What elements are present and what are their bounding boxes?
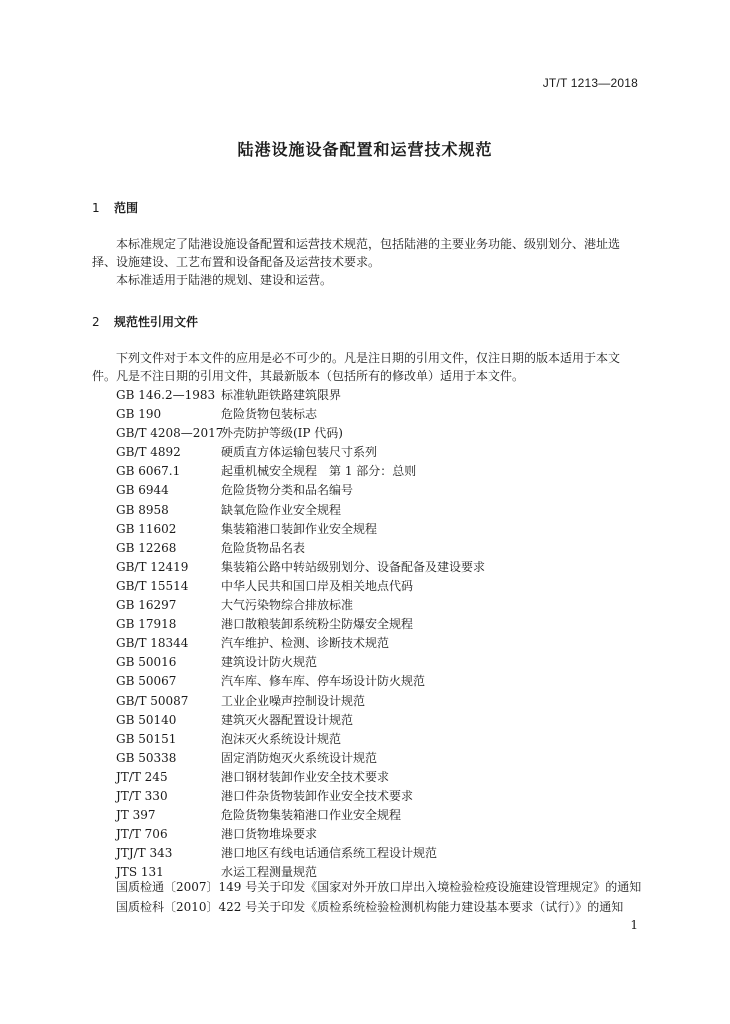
reference-row: [116, 462, 636, 481]
reference-name: 危险货物集装箱港口作业安全规程: [221, 808, 402, 823]
reference-code: GB 17918: [116, 617, 177, 632]
reference-code: JTS 131: [116, 865, 164, 880]
reference-row: [116, 806, 636, 825]
reference-code: GB 8958: [116, 502, 169, 517]
reference-code: GB 6944: [116, 483, 169, 498]
reference-name: 港口散粮装卸系统粉尘防爆安全规程: [221, 617, 414, 632]
reference-row: [116, 501, 636, 520]
reference-row: [116, 424, 636, 443]
section-1-heading: [92, 199, 138, 216]
reference-code: JT/T 706: [116, 827, 168, 842]
reference-row: [116, 730, 636, 749]
reference-row: [116, 768, 636, 787]
reference-row: [116, 825, 636, 844]
section-1-number: 1: [92, 201, 100, 215]
reference-code: GB/T 50087: [116, 693, 189, 708]
reference-name: 危险货物品名表: [221, 540, 306, 555]
reference-name: 港口地区有线电话通信系统工程设计规范: [221, 846, 438, 861]
reference-code: GB 50016: [116, 655, 177, 670]
reference-row: [116, 481, 636, 500]
reference-code: GB 50151: [116, 731, 177, 746]
reference-name: 港口件杂货物装卸作业安全技术要求: [221, 788, 414, 803]
reference-name: 港口货物堆垛要求: [221, 827, 318, 842]
reference-row: [116, 520, 636, 539]
reference-code: GB 50067: [116, 674, 177, 689]
reference-code: JT 397: [116, 808, 156, 823]
reference-row: [116, 405, 636, 424]
document-title: 陆港设施设备配置和运营技术规范: [237, 140, 493, 159]
reference-row: [116, 539, 636, 558]
reference-code: GB/T 18344: [116, 636, 189, 651]
reference-name: 硬质直方体运输包装尺寸系列: [221, 445, 378, 460]
section-1-paragraph-1: 本标准规定了陆港设施设备配置和运营技术规范，包括陆港的主要业务功能、级别划分、港址选择、设施建设、工艺布置和设备配备及运营技术要求。: [92, 237, 621, 269]
reference-notice-2: 国质检科〔2010〕422 号关于印发《质检系统检验检测机构能力建设基本要求（试行）》的通知: [116, 900, 624, 914]
reference-row: [116, 386, 636, 405]
section-2-title: 规范性引用文件: [114, 315, 199, 329]
reference-row: [116, 787, 636, 806]
reference-name: 危险货物包装标志: [221, 407, 318, 422]
section-2-heading: [92, 313, 198, 330]
reference-row: [116, 711, 636, 730]
reference-name: 起重机械安全规程 第 1 部分：总则: [221, 464, 417, 479]
reference-name: 建筑灭火器配置设计规范: [221, 712, 354, 727]
reference-code: JT/T 245: [116, 769, 168, 784]
normative-reference-list: [116, 386, 636, 882]
reference-code: GB 146.2—1983: [116, 388, 216, 402]
reference-name: 港口钢材装卸作业安全技术要求: [221, 769, 390, 784]
reference-row: [116, 653, 636, 672]
reference-name: 缺氧危险作业安全规程: [221, 502, 342, 517]
reference-row: [116, 443, 636, 462]
reference-name: 水运工程测量规范: [221, 865, 318, 880]
reference-notice-1: 国质检通〔2007〕149 号关于印发《国家对外开放口岸出入境检验检疫设施建设管理规定》的通知: [116, 880, 642, 894]
reference-row: [116, 596, 636, 615]
reference-name: 集装箱港口装卸作业安全规程: [221, 521, 378, 536]
reference-name: 固定消防炮灭火系统设计规范: [221, 750, 378, 765]
section-2-number: 2: [92, 315, 100, 329]
reference-code: GB 50338: [116, 750, 177, 765]
page-number: 1: [630, 918, 638, 932]
reference-code: GB/T 4208—2017: [116, 426, 224, 441]
reference-name: 标准轨距铁路建筑限界: [221, 388, 342, 402]
reference-row: [116, 634, 636, 653]
reference-row: [116, 672, 636, 691]
reference-name: 危险货物分类和品名编号: [221, 483, 354, 498]
reference-name: 汽车库、修车库、停车场设计防火规范: [221, 674, 426, 689]
reference-name: 建筑设计防火规范: [221, 655, 318, 670]
reference-name: 外壳防护等级(IP 代码): [221, 426, 343, 441]
reference-code: GB/T 12419: [116, 559, 189, 574]
reference-row: [116, 615, 636, 634]
standard-code: JT/T 1213—2018: [542, 76, 638, 90]
reference-code: GB 16297: [116, 598, 177, 613]
reference-row: [116, 577, 636, 596]
reference-row: [116, 749, 636, 768]
reference-code: GB 11602: [116, 521, 177, 536]
reference-name: 大气污染物综合排放标准: [221, 598, 354, 613]
reference-name: 汽车维护、检测、诊断技术规范: [221, 636, 390, 651]
reference-code: GB 6067.1: [116, 464, 181, 479]
reference-name: 泡沫灭火系统设计规范: [221, 731, 342, 746]
reference-row: [116, 844, 636, 863]
reference-code: JT/T 330: [116, 788, 168, 803]
section-1-paragraph-2: 本标准适用于陆港的规划、建设和运营。: [116, 273, 333, 287]
reference-name: 中华人民共和国口岸及相关地点代码: [221, 578, 414, 593]
reference-row: [116, 692, 636, 711]
reference-code: GB 190: [116, 407, 162, 422]
section-2-intro: 下列文件对于本文件的应用是必不可少的。凡是注日期的引用文件，仅注日期的版本适用于本文件。凡是不注日期的引用文件，其最新版本（包括所有的修改单）适用于本文件。: [92, 351, 621, 383]
reference-name: 工业企业噪声控制设计规范: [221, 693, 366, 708]
reference-code: GB 12268: [116, 540, 177, 555]
reference-code: GB 50140: [116, 712, 177, 727]
reference-name: 集装箱公路中转站级别划分、设备配备及建设要求: [221, 559, 486, 574]
reference-code: JTJ/T 343: [116, 846, 173, 861]
reference-row: [116, 558, 636, 577]
section-1-title: 范围: [114, 201, 139, 215]
reference-code: GB/T 15514: [116, 578, 189, 593]
reference-code: GB/T 4892: [116, 445, 181, 460]
